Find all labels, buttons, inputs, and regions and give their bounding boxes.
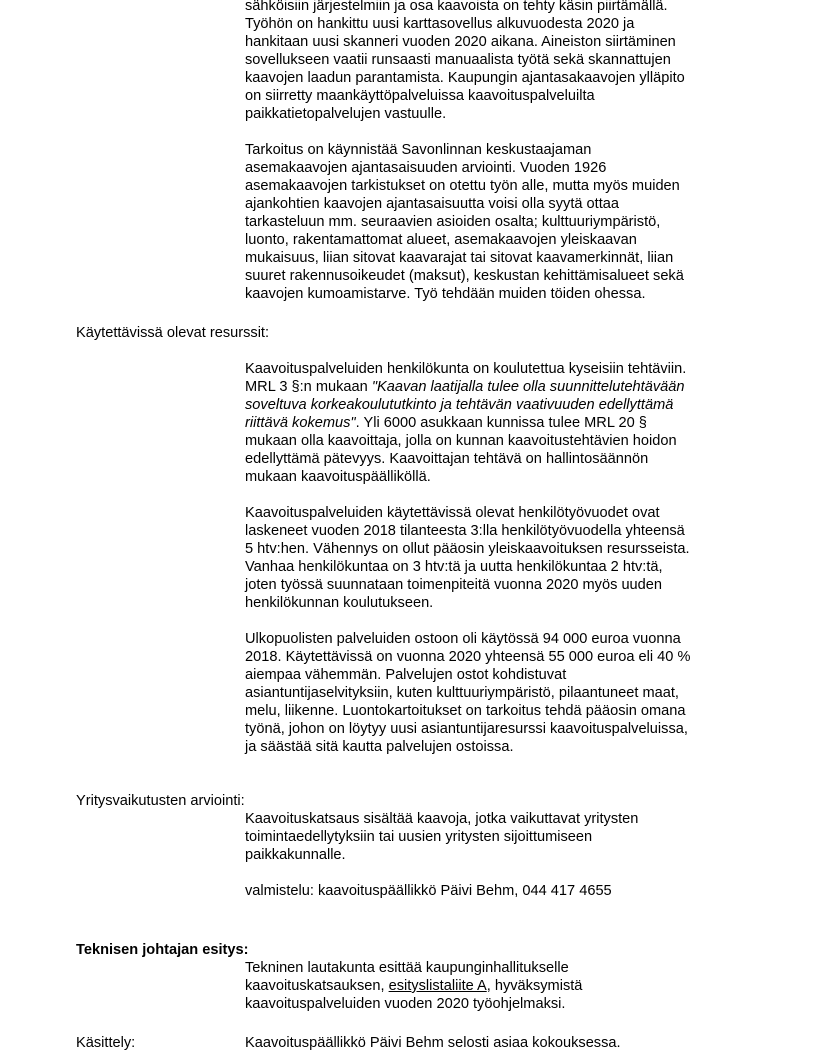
text-line: hankitaan uusi skanneri vuoden 2020 aikana. Aineiston siirtäminen [245,34,676,50]
text-line: Kaavoituskatsaus sisältää kaavoja, jotka vaikuttavat yritysten [245,811,639,827]
quote-text: "Kaavan laatijalla tulee olla suunnittelutehtävään [371,379,685,395]
text-line: luonto, rakentamattomat alueet, asemakaavojen yleiskaavan [245,232,637,248]
text-line: toimintaedellytyksiin tai uusien yritysten sijoittumiseen [245,829,593,845]
handling-text: Kaavoituspäällikkö Päivi Behm selosti asiaa kokouksessa. [245,1035,621,1051]
text-line: sähköisiin järjestelmiin ja osa kaavoista on tehty käsin piirtämällä. [245,0,668,14]
text-line: Kaavoituspalveluiden käytettävissä olevat henkilötyövuodet ovat [245,505,660,521]
text-line: suuret rakennusoikeudet (maksut), keskustan kehittämisalueet sekä [245,268,684,284]
text-line: paikkakunnalle. [245,847,346,863]
text-line: laskeneet vuoden 2018 tilanteesta 3:lla henkilötyövuodella yhteensä [245,523,685,539]
text-line: edellyttämä pätevyys. Kaavoittajan tehtävä on hallintosäännön [245,451,649,467]
text-segment: kaavoituskatsauksen, [245,978,389,994]
text-line: melu, liikenne. Luontokartoitukset on tarkoitus tehdä pääosin omana [245,703,686,719]
resources-heading: Käytettävissä olevat resurssit: [76,325,270,341]
text-line: asemakaavojen ajantasaisuuden arviointi. Vuoden 1926 [245,160,607,176]
text-line [245,378,685,396]
proposal-heading: Teknisen johtajan esitys: [76,942,249,958]
text-line: joten työssä suunnataan toimenpiteitä vuonna 2020 myös uuden [245,577,663,593]
text-line: henkilökunnan koulutukseen. [245,595,434,611]
text-line [245,977,582,995]
text-line: Tarkoitus on käynnistää Savonlinnan keskustaajaman [245,142,592,158]
text-line: ja säästää sitä kautta palvelujen ostoissa. [245,739,514,755]
handling-label: Käsittely: [76,1035,136,1051]
text-line: sovellukseen vaatii runsaasti manuaalista työtä sekä skannattujen [245,52,671,68]
text-line: paikkatietopalvelujen vastuulle. [245,106,447,122]
text-line: asemakaavojen tarkistukset on otettu työn alle, mutta myös muiden [245,178,680,194]
preparer-line: valmistelu: kaavoituspäällikkö Päivi Behm, 044 417 4655 [245,883,612,899]
text-line: mukaan kaavoituspäälliköllä. [245,469,431,485]
text-line: kaavojen laadun parantamista. Kaupungin ajantasakaavojen ylläpito [245,70,685,86]
text-line: Ulkopuolisten palveluiden ostoon oli käytössä 94 000 euroa vuonna [245,631,681,647]
quote-text: soveltuva korkeakoulututkinto ja tehtävän vaativuuden edellyttämä [245,397,674,413]
quote-text: riittävä kokemus" [245,415,356,431]
text-line: 2018. Käytettävissä on vuonna 2020 yhteensä 55 000 euroa eli 40 % [245,649,691,665]
text-segment: . Yli 6000 asukkaan kunnissa tulee MRL 20 § [355,415,647,431]
text-segment: , hyväksymistä [486,978,583,994]
text-line [245,414,647,432]
text-line: 5 htv:hen. Vähennys on ollut pääosin yleiskaavoituksen resursseista. [245,541,690,557]
text-line: Kaavoituspalveluiden henkilökunta on koulutettua kyseisiin tehtäviin. [245,361,687,377]
text-line: Työhön on hankittu uusi karttasovellus alkuvuodesta 2020 ja [245,16,635,32]
text-segment: MRL 3 §:n mukaan [245,379,372,395]
text-line: kaavojen kumoamistarve. Työ tehdään muiden töiden ohessa. [245,286,646,302]
text-line: asiantuntijaselvityksiin, kuten kulttuuriympäristö, pilaantuneet maat, [245,685,679,701]
text-line: kaavoituspalveluiden vuoden 2020 työohjelmaksi. [245,996,566,1012]
text-line: aiempaa vähemmän. Palvelujen ostot kohdistuvat [245,667,567,683]
text-line: mukaan olla kaavoittaja, jolla on kunnan kaavoitustehtävien hoidon [245,433,677,449]
text-line: Tekninen lautakunta esittää kaupunginhallitukselle [245,960,569,976]
text-line: ajankohtien kaavojen ajantasaisuutta voisi olla syytä ottaa [245,196,620,212]
text-line: tarkasteluun mm. seuraavien asioiden osalta; kulttuuriympäristö, [245,214,661,230]
text-line: mukaisuus, liian sitovat kaavarajat tai sitovat kaavamerkinnät, liian [245,250,674,266]
business-heading: Yritysvaikutusten arviointi: [76,793,245,809]
text-line: Vanhaa henkilökuntaa on 3 htv:tä ja uutta henkilökuntaa 2 htv:tä, [245,559,663,575]
attachment-link[interactable]: esityslistaliite A [388,978,487,994]
text-line: on siirretty maankäyttöpalveluissa kaavoituspalveluilta [245,88,595,104]
text-line: työnä, johon on löytyy uusi asiantuntijaresurssi kaavoituspalveluissa, [245,721,688,737]
